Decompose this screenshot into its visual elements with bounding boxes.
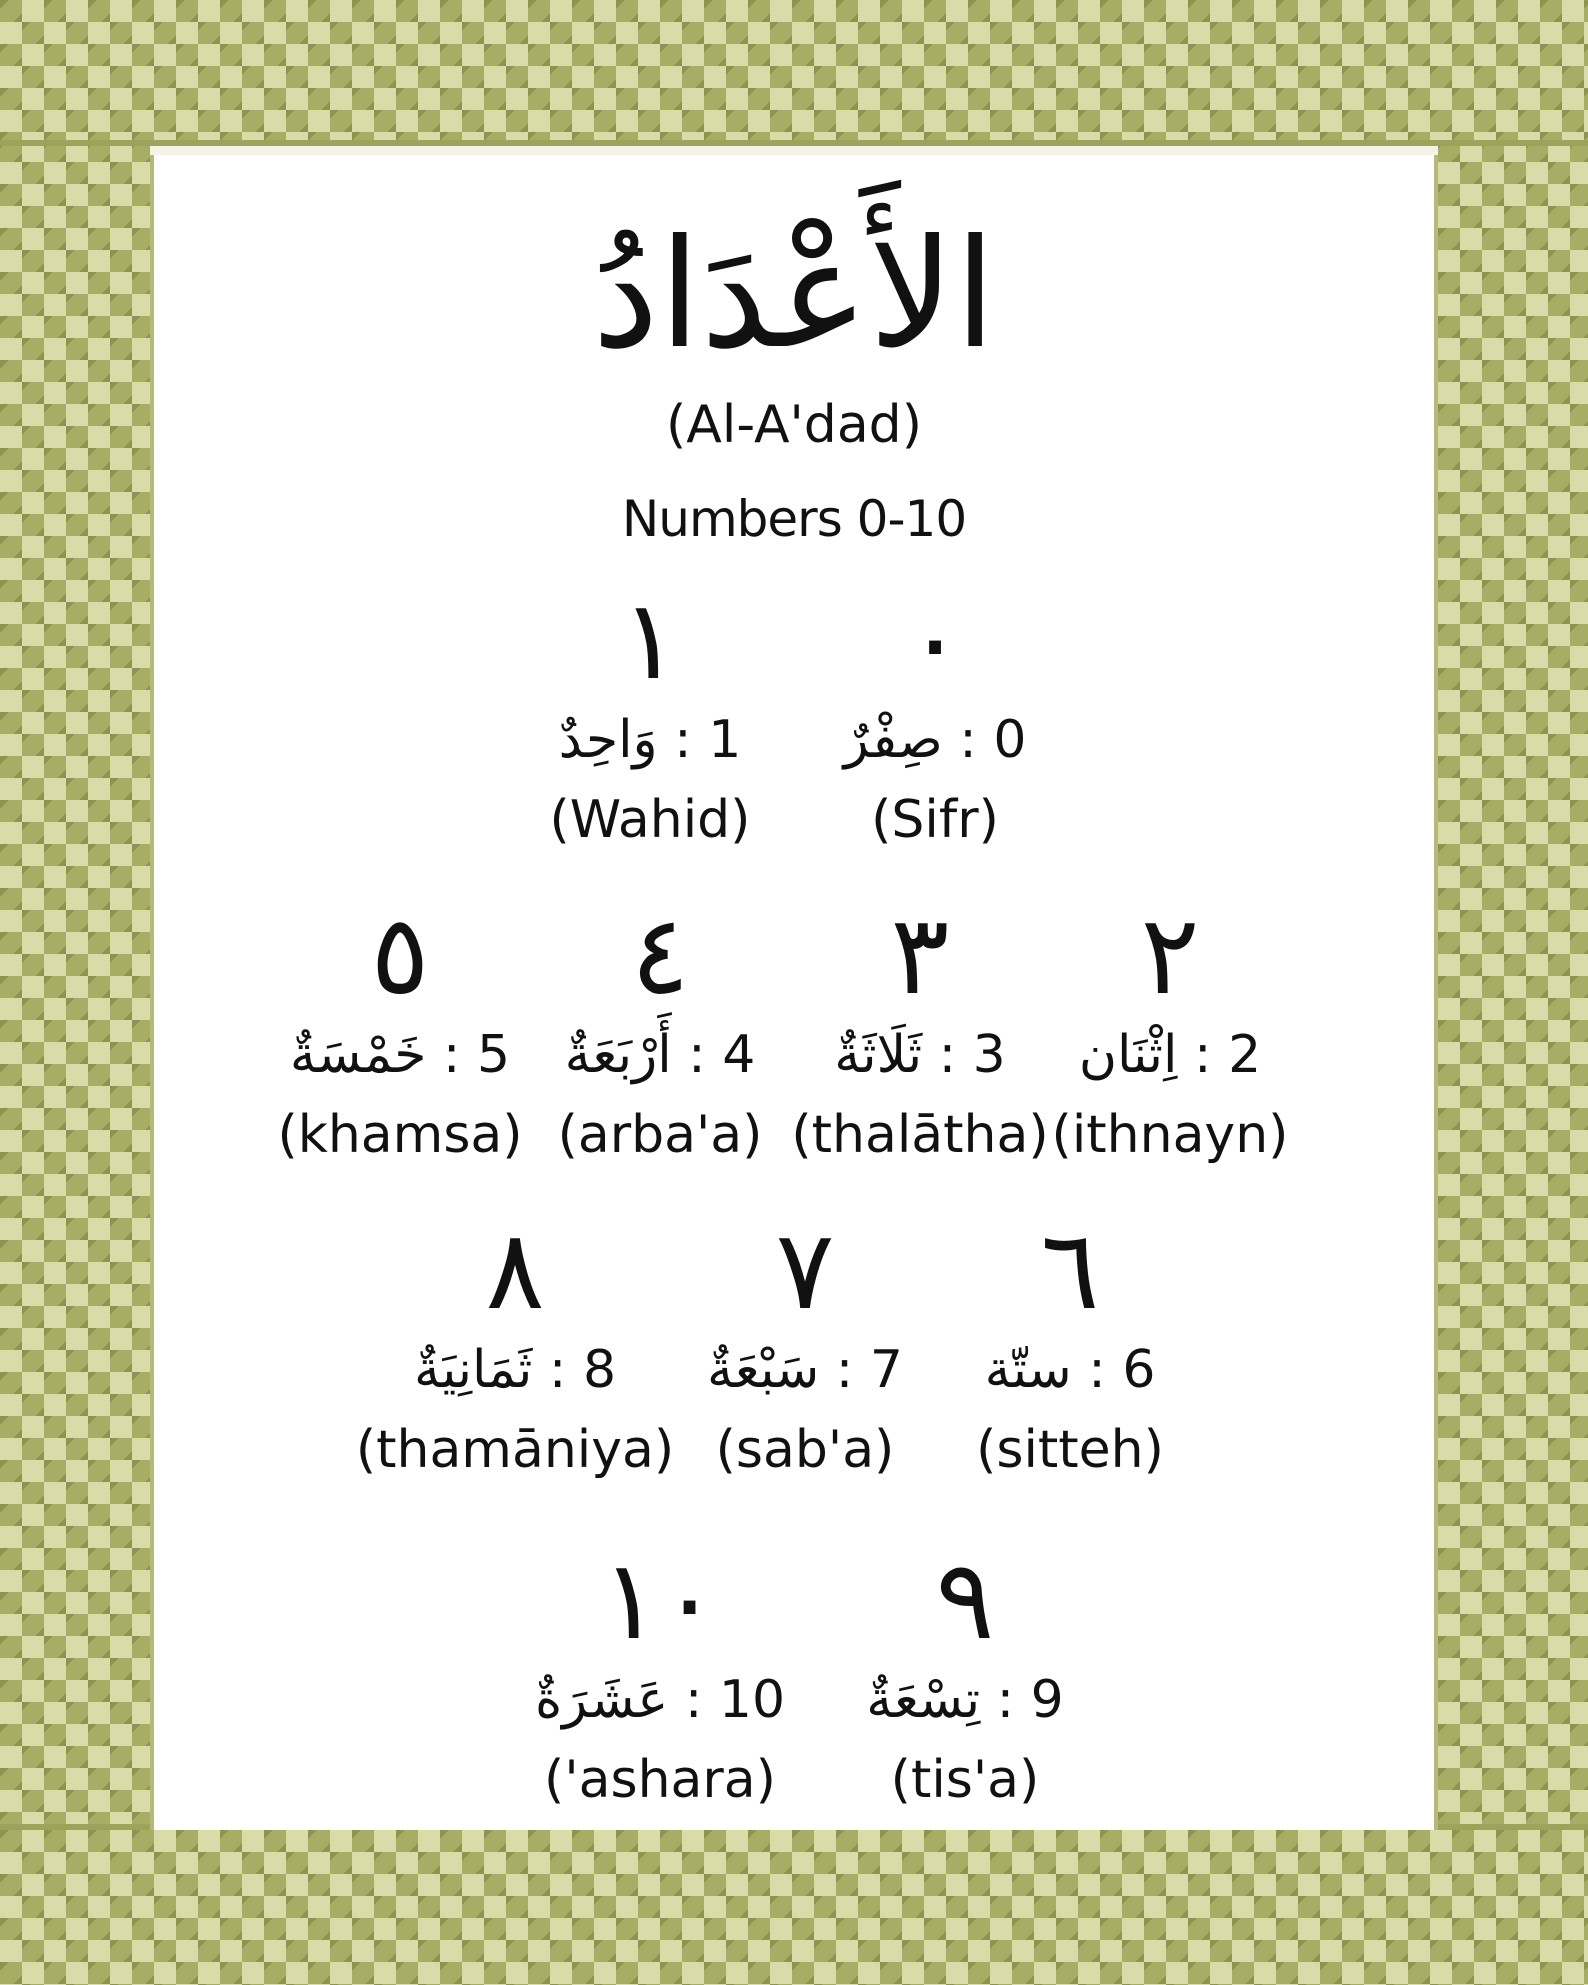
arabic-digit: ٦ bbox=[1040, 1206, 1100, 1334]
arabic-word: خَمْسَةٌ bbox=[289, 1025, 427, 1085]
transliteration: (thamāniya) bbox=[355, 1420, 675, 1480]
transliteration: (Sifr) bbox=[871, 790, 999, 850]
arabic-digit: ٠ bbox=[905, 576, 965, 704]
arabic-digit: ٥ bbox=[370, 891, 430, 1019]
decorative-border-right bbox=[1438, 140, 1588, 1830]
arabic-word: صِفْرٌ bbox=[843, 710, 943, 770]
decorative-border-left bbox=[0, 140, 150, 1830]
number-word: ثَمَانِيَةٌ : 8 bbox=[413, 1340, 617, 1400]
arabic-word: ثَمَانِيَةٌ bbox=[413, 1340, 533, 1400]
arabic-word: عَشَرَةٌ bbox=[534, 1670, 669, 1730]
numeral-label: 7 bbox=[869, 1340, 903, 1400]
number-word: تِسْعَةٌ : 9 bbox=[866, 1670, 1064, 1730]
arabic-word: ستّة bbox=[984, 1340, 1072, 1400]
transliteration: (tis'a) bbox=[890, 1750, 1040, 1810]
transliteration: (arba'a) bbox=[557, 1105, 763, 1165]
border-rule-top bbox=[0, 140, 1588, 146]
number-card-9 bbox=[805, 1536, 1125, 1820]
arabic-digit: ٤ bbox=[630, 891, 690, 1019]
transliteration: (Wahid) bbox=[549, 790, 751, 850]
number-word: وَاحِدٌ : 1 bbox=[558, 710, 742, 770]
numeral-label: 2 bbox=[1228, 1025, 1262, 1085]
arabic-digit: ٩ bbox=[935, 1536, 995, 1664]
number-word: اِثْنَان : 2 bbox=[1078, 1025, 1262, 1085]
arabic-word: أَرْبَعَةٌ bbox=[564, 1025, 672, 1085]
arabic-word: سَبْعَةٌ bbox=[707, 1340, 820, 1400]
arabic-word: وَاحِدٌ bbox=[558, 710, 658, 770]
numeral-label: 6 bbox=[1122, 1340, 1156, 1400]
page-subtitle: Numbers 0-10 bbox=[621, 490, 967, 548]
arabic-digit: ٧ bbox=[775, 1206, 835, 1334]
numeral-label: 3 bbox=[972, 1025, 1006, 1085]
number-card-5 bbox=[240, 891, 560, 1175]
number-word: أَرْبَعَةٌ : 4 bbox=[564, 1025, 756, 1085]
number-card-8 bbox=[355, 1206, 675, 1490]
arabic-digit: ١٠ bbox=[600, 1536, 720, 1664]
numeral-label: 5 bbox=[476, 1025, 511, 1085]
arabic-digit: ٣ bbox=[890, 891, 950, 1019]
number-card-7 bbox=[645, 1206, 965, 1490]
number-word: ستّة : 6 bbox=[984, 1340, 1156, 1400]
numeral-label: 0 bbox=[993, 710, 1027, 770]
number-word: صِفْرٌ : 0 bbox=[843, 710, 1027, 770]
number-card-1 bbox=[490, 576, 810, 860]
number-word: ثَلَاثَةٌ : 3 bbox=[834, 1025, 1006, 1085]
transliteration: (sitteh) bbox=[976, 1420, 1164, 1480]
numeral-label: 10 bbox=[718, 1670, 786, 1730]
numeral-label: 1 bbox=[708, 710, 742, 770]
decorative-border-bottom bbox=[0, 1830, 1588, 1985]
number-word: عَشَرَةٌ : 10 bbox=[534, 1670, 786, 1730]
numeral-label: 8 bbox=[582, 1340, 617, 1400]
number-card-10 bbox=[500, 1536, 820, 1820]
decorative-border-top bbox=[0, 0, 1588, 140]
numeral-label: 9 bbox=[1030, 1670, 1064, 1730]
transliteration: ('ashara) bbox=[544, 1750, 776, 1810]
title-transliteration: (Al-A'dad) bbox=[666, 395, 922, 455]
transliteration: (thalātha) bbox=[791, 1105, 1049, 1165]
number-word: سَبْعَةٌ : 7 bbox=[707, 1340, 903, 1400]
transliteration: (ithnayn) bbox=[1051, 1105, 1289, 1165]
arabic-word: ثَلَاثَةٌ bbox=[834, 1025, 923, 1085]
arabic-digit: ٨ bbox=[485, 1206, 545, 1334]
arabic-word: اِثْنَان bbox=[1078, 1025, 1178, 1085]
arabic-digit: ١ bbox=[620, 576, 680, 704]
transliteration: (sab'a) bbox=[715, 1420, 895, 1480]
arabic-digit: ٢ bbox=[1140, 891, 1200, 1019]
transliteration: (khamsa) bbox=[277, 1105, 523, 1165]
numeral-label: 4 bbox=[722, 1025, 756, 1085]
number-card-0 bbox=[775, 576, 1095, 860]
number-word: خَمْسَةٌ : 5 bbox=[289, 1025, 511, 1085]
page-title: الأَعْدَادُ bbox=[592, 208, 996, 382]
arabic-word: تِسْعَةٌ bbox=[866, 1670, 981, 1730]
